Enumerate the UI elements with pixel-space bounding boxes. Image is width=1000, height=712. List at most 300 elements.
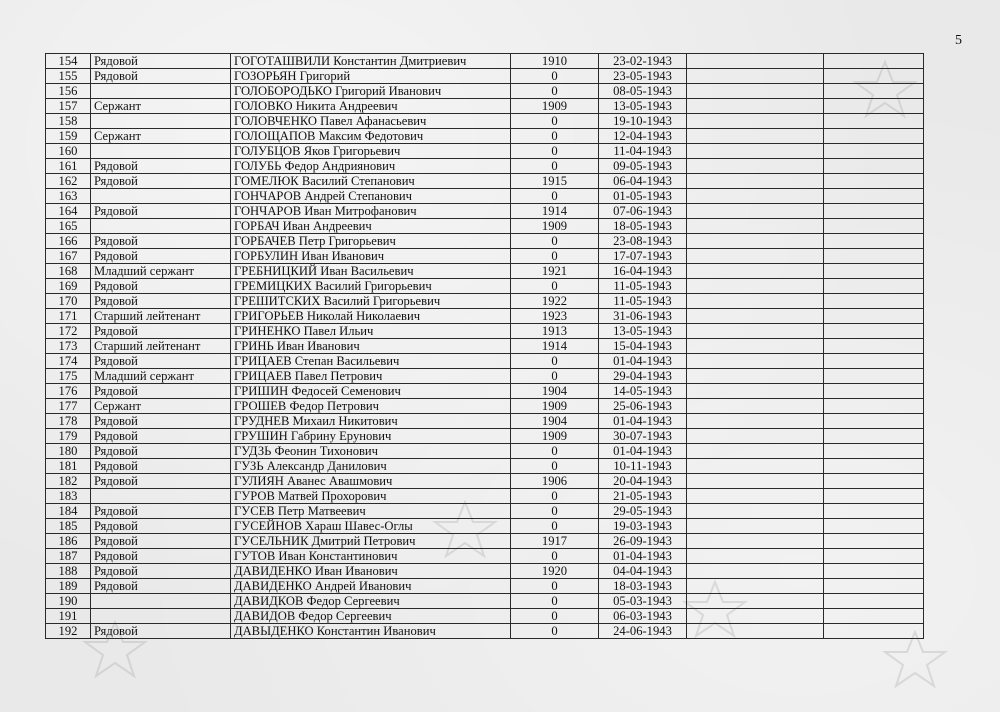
birth-year-cell: 0 xyxy=(511,594,599,609)
name-cell: ГОНЧАРОВ Иван Митрофанович xyxy=(231,204,511,219)
row-number: 178 xyxy=(46,414,91,429)
empty-cell xyxy=(687,594,824,609)
empty-cell xyxy=(687,234,824,249)
rank-cell: Рядовой xyxy=(91,159,231,174)
empty-cell xyxy=(687,444,824,459)
name-cell: ДАВИДОВ Федор Сергеевич xyxy=(231,609,511,624)
birth-year-cell: 0 xyxy=(511,234,599,249)
date-cell: 23-08-1943 xyxy=(599,234,687,249)
row-number: 163 xyxy=(46,189,91,204)
name-cell: ГУСЕВ Петр Матвеевич xyxy=(231,504,511,519)
birth-year-cell: 1906 xyxy=(511,474,599,489)
roster-table xyxy=(45,53,924,639)
table-row xyxy=(46,594,924,609)
table-row xyxy=(46,444,924,459)
empty-cell xyxy=(824,594,924,609)
name-cell: ГРИЦАЕВ Павел Петрович xyxy=(231,369,511,384)
empty-cell xyxy=(687,294,824,309)
empty-cell xyxy=(687,174,824,189)
name-cell: ГУДЗЬ Феонин Тихонович xyxy=(231,444,511,459)
table-row xyxy=(46,579,924,594)
row-number: 162 xyxy=(46,174,91,189)
name-cell: ГОРБУЛИН Иван Иванович xyxy=(231,249,511,264)
name-cell: ГРУДНЕВ Михаил Никитович xyxy=(231,414,511,429)
rank-cell: Сержант xyxy=(91,129,231,144)
table-row xyxy=(46,339,924,354)
rank-cell: Рядовой xyxy=(91,534,231,549)
empty-cell xyxy=(824,249,924,264)
empty-cell xyxy=(824,339,924,354)
birth-year-cell: 1910 xyxy=(511,54,599,69)
birth-year-cell: 0 xyxy=(511,579,599,594)
table-row xyxy=(46,249,924,264)
name-cell: ГОРБАЧ Иван Андреевич xyxy=(231,219,511,234)
empty-cell xyxy=(824,354,924,369)
table-row xyxy=(46,309,924,324)
empty-cell xyxy=(824,384,924,399)
row-number: 177 xyxy=(46,399,91,414)
date-cell: 18-05-1943 xyxy=(599,219,687,234)
empty-cell xyxy=(687,69,824,84)
name-cell: ГУСЕЛЬНИК Дмитрий Петрович xyxy=(231,534,511,549)
date-cell: 31-06-1943 xyxy=(599,309,687,324)
birth-year-cell: 0 xyxy=(511,279,599,294)
empty-cell xyxy=(687,564,824,579)
birth-year-cell: 0 xyxy=(511,144,599,159)
birth-year-cell: 1922 xyxy=(511,294,599,309)
empty-cell xyxy=(687,369,824,384)
empty-cell xyxy=(687,204,824,219)
table-row xyxy=(46,279,924,294)
birth-year-cell: 0 xyxy=(511,444,599,459)
date-cell: 19-10-1943 xyxy=(599,114,687,129)
name-cell: ГРИШИН Федосей Семенович xyxy=(231,384,511,399)
table-row xyxy=(46,624,924,639)
birth-year-cell: 0 xyxy=(511,519,599,534)
name-cell: ГОГОТАШВИЛИ Константин Дмитриевич xyxy=(231,54,511,69)
rank-cell: Рядовой xyxy=(91,69,231,84)
table-row xyxy=(46,489,924,504)
birth-year-cell: 0 xyxy=(511,129,599,144)
roster-body xyxy=(46,54,924,639)
empty-cell xyxy=(824,309,924,324)
rank-cell: Рядовой xyxy=(91,429,231,444)
rank-cell: Рядовой xyxy=(91,354,231,369)
date-cell: 30-07-1943 xyxy=(599,429,687,444)
empty-cell xyxy=(687,54,824,69)
empty-cell xyxy=(687,579,824,594)
rank-cell: Рядовой xyxy=(91,414,231,429)
date-cell: 12-04-1943 xyxy=(599,129,687,144)
date-cell: 23-02-1943 xyxy=(599,54,687,69)
empty-cell xyxy=(687,144,824,159)
empty-cell xyxy=(687,549,824,564)
date-cell: 19-03-1943 xyxy=(599,519,687,534)
date-cell: 08-05-1943 xyxy=(599,84,687,99)
row-number: 186 xyxy=(46,534,91,549)
empty-cell xyxy=(824,129,924,144)
date-cell: 11-04-1943 xyxy=(599,144,687,159)
empty-cell xyxy=(824,609,924,624)
empty-cell xyxy=(824,624,924,639)
name-cell: ДАВЫДЕНКО Константин Иванович xyxy=(231,624,511,639)
birth-year-cell: 1921 xyxy=(511,264,599,279)
row-number: 180 xyxy=(46,444,91,459)
name-cell: ГОРБАЧЕВ Петр Григорьевич xyxy=(231,234,511,249)
rank-cell: Рядовой xyxy=(91,234,231,249)
name-cell: ГОМЕЛЮК Василий Степанович xyxy=(231,174,511,189)
rank-cell xyxy=(91,189,231,204)
name-cell: ГРИНЕНКО Павел Ильич xyxy=(231,324,511,339)
rank-cell xyxy=(91,114,231,129)
table-row xyxy=(46,159,924,174)
rank-cell: Сержант xyxy=(91,99,231,114)
row-number: 174 xyxy=(46,354,91,369)
name-cell: ДАВИДЕНКО Иван Иванович xyxy=(231,564,511,579)
date-cell: 18-03-1943 xyxy=(599,579,687,594)
empty-cell xyxy=(687,279,824,294)
rank-cell: Рядовой xyxy=(91,579,231,594)
empty-cell xyxy=(687,249,824,264)
name-cell: ГУРОВ Матвей Прохорович xyxy=(231,489,511,504)
empty-cell xyxy=(687,519,824,534)
birth-year-cell: 0 xyxy=(511,504,599,519)
empty-cell xyxy=(824,84,924,99)
birth-year-cell: 0 xyxy=(511,549,599,564)
birth-year-cell: 1904 xyxy=(511,384,599,399)
empty-cell xyxy=(687,339,824,354)
empty-cell xyxy=(824,399,924,414)
table-row xyxy=(46,69,924,84)
empty-cell xyxy=(824,294,924,309)
rank-cell: Рядовой xyxy=(91,474,231,489)
birth-year-cell: 1913 xyxy=(511,324,599,339)
row-number: 182 xyxy=(46,474,91,489)
row-number: 185 xyxy=(46,519,91,534)
rank-cell: Рядовой xyxy=(91,279,231,294)
row-number: 155 xyxy=(46,69,91,84)
table-row xyxy=(46,294,924,309)
date-cell: 11-05-1943 xyxy=(599,279,687,294)
date-cell: 09-05-1943 xyxy=(599,159,687,174)
empty-cell xyxy=(687,384,824,399)
empty-cell xyxy=(687,414,824,429)
date-cell: 01-04-1943 xyxy=(599,549,687,564)
date-cell: 24-06-1943 xyxy=(599,624,687,639)
rank-cell: Рядовой xyxy=(91,174,231,189)
rank-cell xyxy=(91,144,231,159)
empty-cell xyxy=(824,219,924,234)
rank-cell: Рядовой xyxy=(91,504,231,519)
row-number: 183 xyxy=(46,489,91,504)
rank-cell: Рядовой xyxy=(91,624,231,639)
table-row xyxy=(46,549,924,564)
birth-year-cell: 1917 xyxy=(511,534,599,549)
table-row xyxy=(46,129,924,144)
birth-year-cell: 0 xyxy=(511,159,599,174)
birth-year-cell: 0 xyxy=(511,489,599,504)
row-number: 190 xyxy=(46,594,91,609)
date-cell: 26-09-1943 xyxy=(599,534,687,549)
birth-year-cell: 1915 xyxy=(511,174,599,189)
empty-cell xyxy=(687,609,824,624)
name-cell: ГРОШЕВ Федор Петрович xyxy=(231,399,511,414)
birth-year-cell: 1914 xyxy=(511,339,599,354)
rank-cell: Рядовой xyxy=(91,294,231,309)
birth-year-cell: 1923 xyxy=(511,309,599,324)
row-number: 184 xyxy=(46,504,91,519)
rank-cell: Старший лейтенант xyxy=(91,309,231,324)
empty-cell xyxy=(824,54,924,69)
name-cell: ГОЛОВЧЕНКО Павел Афанасьевич xyxy=(231,114,511,129)
row-number: 159 xyxy=(46,129,91,144)
birth-year-cell: 0 xyxy=(511,189,599,204)
empty-cell xyxy=(824,474,924,489)
empty-cell xyxy=(824,189,924,204)
date-cell: 01-05-1943 xyxy=(599,189,687,204)
rank-cell xyxy=(91,489,231,504)
empty-cell xyxy=(687,429,824,444)
page-number: 5 xyxy=(955,33,962,48)
empty-cell xyxy=(824,519,924,534)
date-cell: 10-11-1943 xyxy=(599,459,687,474)
date-cell: 29-04-1943 xyxy=(599,369,687,384)
date-cell: 20-04-1943 xyxy=(599,474,687,489)
name-cell: ГОЛОВКО Никита Андреевич xyxy=(231,99,511,114)
birth-year-cell: 1904 xyxy=(511,414,599,429)
rank-cell xyxy=(91,609,231,624)
rank-cell: Рядовой xyxy=(91,444,231,459)
row-number: 192 xyxy=(46,624,91,639)
date-cell: 16-04-1943 xyxy=(599,264,687,279)
row-number: 170 xyxy=(46,294,91,309)
row-number: 179 xyxy=(46,429,91,444)
date-cell: 23-05-1943 xyxy=(599,69,687,84)
birth-year-cell: 1909 xyxy=(511,429,599,444)
birth-year-cell: 0 xyxy=(511,69,599,84)
date-cell: 01-04-1943 xyxy=(599,414,687,429)
row-number: 187 xyxy=(46,549,91,564)
name-cell: ГРУШИН Габрину Ерунович xyxy=(231,429,511,444)
rank-cell xyxy=(91,594,231,609)
rank-cell xyxy=(91,219,231,234)
empty-cell xyxy=(687,399,824,414)
row-number: 154 xyxy=(46,54,91,69)
empty-cell xyxy=(687,324,824,339)
table-row xyxy=(46,474,924,489)
name-cell: ГОЛУБЦОВ Яков Григорьевич xyxy=(231,144,511,159)
name-cell: ГРЕШИТСКИХ Василий Григорьевич xyxy=(231,294,511,309)
table-row xyxy=(46,534,924,549)
empty-cell xyxy=(687,309,824,324)
row-number: 176 xyxy=(46,384,91,399)
name-cell: ГУСЕЙНОВ Хараш Шавес-Оглы xyxy=(231,519,511,534)
empty-cell xyxy=(824,174,924,189)
empty-cell xyxy=(687,474,824,489)
empty-cell xyxy=(824,534,924,549)
table-row xyxy=(46,519,924,534)
rank-cell: Рядовой xyxy=(91,564,231,579)
empty-cell xyxy=(687,219,824,234)
empty-cell xyxy=(824,429,924,444)
name-cell: ГОЛУБЬ Федор Андриянович xyxy=(231,159,511,174)
name-cell: ГОЛОЩАПОВ Максим Федотович xyxy=(231,129,511,144)
empty-cell xyxy=(687,459,824,474)
date-cell: 07-06-1943 xyxy=(599,204,687,219)
date-cell: 14-05-1943 xyxy=(599,384,687,399)
row-number: 189 xyxy=(46,579,91,594)
empty-cell xyxy=(687,99,824,114)
name-cell: ГОЗОРЬЯН Григорий xyxy=(231,69,511,84)
rank-cell: Рядовой xyxy=(91,519,231,534)
empty-cell xyxy=(824,234,924,249)
date-cell: 13-05-1943 xyxy=(599,99,687,114)
table-row xyxy=(46,564,924,579)
table-row xyxy=(46,384,924,399)
row-number: 171 xyxy=(46,309,91,324)
empty-cell xyxy=(687,129,824,144)
name-cell: ГОЛОБОРОДЬКО Григорий Иванович xyxy=(231,84,511,99)
name-cell: ГРИГОРЬЕВ Николай Николаевич xyxy=(231,309,511,324)
birth-year-cell: 1920 xyxy=(511,564,599,579)
name-cell: ГРИНЬ Иван Иванович xyxy=(231,339,511,354)
row-number: 165 xyxy=(46,219,91,234)
empty-cell xyxy=(824,414,924,429)
rank-cell: Старший лейтенант xyxy=(91,339,231,354)
empty-cell xyxy=(824,444,924,459)
watermark-star-icon xyxy=(880,630,950,690)
row-number: 169 xyxy=(46,279,91,294)
date-cell: 21-05-1943 xyxy=(599,489,687,504)
birth-year-cell: 0 xyxy=(511,459,599,474)
empty-cell xyxy=(687,264,824,279)
row-number: 164 xyxy=(46,204,91,219)
date-cell: 29-05-1943 xyxy=(599,504,687,519)
row-number: 172 xyxy=(46,324,91,339)
name-cell: ГУЛИЯН Аванес Авашмович xyxy=(231,474,511,489)
table-row xyxy=(46,219,924,234)
table-row xyxy=(46,369,924,384)
row-number: 166 xyxy=(46,234,91,249)
table-row xyxy=(46,144,924,159)
empty-cell xyxy=(824,264,924,279)
name-cell: ДАВИДКОВ Федор Сергеевич xyxy=(231,594,511,609)
date-cell: 04-04-1943 xyxy=(599,564,687,579)
birth-year-cell: 0 xyxy=(511,354,599,369)
name-cell: ГРЕМИЦКИХ Василий Григорьевич xyxy=(231,279,511,294)
name-cell: ГУТОВ Иван Константинович xyxy=(231,549,511,564)
empty-cell xyxy=(824,504,924,519)
name-cell: ДАВИДЕНКО Андрей Иванович xyxy=(231,579,511,594)
row-number: 188 xyxy=(46,564,91,579)
row-number: 191 xyxy=(46,609,91,624)
table-row xyxy=(46,264,924,279)
row-number: 161 xyxy=(46,159,91,174)
empty-cell xyxy=(824,324,924,339)
empty-cell xyxy=(824,99,924,114)
table-row xyxy=(46,204,924,219)
empty-cell xyxy=(824,279,924,294)
rank-cell: Рядовой xyxy=(91,384,231,399)
row-number: 173 xyxy=(46,339,91,354)
empty-cell xyxy=(687,534,824,549)
empty-cell xyxy=(687,354,824,369)
birth-year-cell: 0 xyxy=(511,624,599,639)
rank-cell: Рядовой xyxy=(91,249,231,264)
table-row xyxy=(46,174,924,189)
empty-cell xyxy=(687,489,824,504)
rank-cell: Рядовой xyxy=(91,204,231,219)
birth-year-cell: 1909 xyxy=(511,399,599,414)
rank-cell: Сержант xyxy=(91,399,231,414)
empty-cell xyxy=(824,489,924,504)
row-number: 157 xyxy=(46,99,91,114)
table-row xyxy=(46,54,924,69)
table-row xyxy=(46,324,924,339)
table-row xyxy=(46,234,924,249)
empty-cell xyxy=(824,579,924,594)
empty-cell xyxy=(824,459,924,474)
date-cell: 11-05-1943 xyxy=(599,294,687,309)
rank-cell: Рядовой xyxy=(91,54,231,69)
empty-cell xyxy=(824,549,924,564)
birth-year-cell: 0 xyxy=(511,84,599,99)
empty-cell xyxy=(824,114,924,129)
table-row xyxy=(46,414,924,429)
birth-year-cell: 0 xyxy=(511,114,599,129)
date-cell: 15-04-1943 xyxy=(599,339,687,354)
empty-cell xyxy=(824,144,924,159)
empty-cell xyxy=(824,204,924,219)
row-number: 167 xyxy=(46,249,91,264)
date-cell: 25-06-1943 xyxy=(599,399,687,414)
name-cell: ГРИЦАЕВ Степан Васильевич xyxy=(231,354,511,369)
date-cell: 05-03-1943 xyxy=(599,594,687,609)
rank-cell: Рядовой xyxy=(91,324,231,339)
date-cell: 17-07-1943 xyxy=(599,249,687,264)
table-row xyxy=(46,189,924,204)
table-row xyxy=(46,429,924,444)
empty-cell xyxy=(687,114,824,129)
birth-year-cell: 0 xyxy=(511,369,599,384)
table-row xyxy=(46,609,924,624)
row-number: 158 xyxy=(46,114,91,129)
table-row xyxy=(46,459,924,474)
date-cell: 13-05-1943 xyxy=(599,324,687,339)
rank-cell: Рядовой xyxy=(91,549,231,564)
row-number: 160 xyxy=(46,144,91,159)
rank-cell xyxy=(91,84,231,99)
name-cell: ГРЕБНИЦКИЙ Иван Васильевич xyxy=(231,264,511,279)
date-cell: 06-03-1943 xyxy=(599,609,687,624)
row-number: 156 xyxy=(46,84,91,99)
date-cell: 01-04-1943 xyxy=(599,354,687,369)
name-cell: ГОНЧАРОВ Андрей Степанович xyxy=(231,189,511,204)
row-number: 175 xyxy=(46,369,91,384)
empty-cell xyxy=(824,159,924,174)
date-cell: 01-04-1943 xyxy=(599,444,687,459)
rank-cell: Младший сержант xyxy=(91,264,231,279)
table-row xyxy=(46,84,924,99)
empty-cell xyxy=(687,84,824,99)
birth-year-cell: 0 xyxy=(511,609,599,624)
date-cell: 06-04-1943 xyxy=(599,174,687,189)
empty-cell xyxy=(824,369,924,384)
table-row xyxy=(46,99,924,114)
row-number: 168 xyxy=(46,264,91,279)
empty-cell xyxy=(687,189,824,204)
empty-cell xyxy=(824,564,924,579)
